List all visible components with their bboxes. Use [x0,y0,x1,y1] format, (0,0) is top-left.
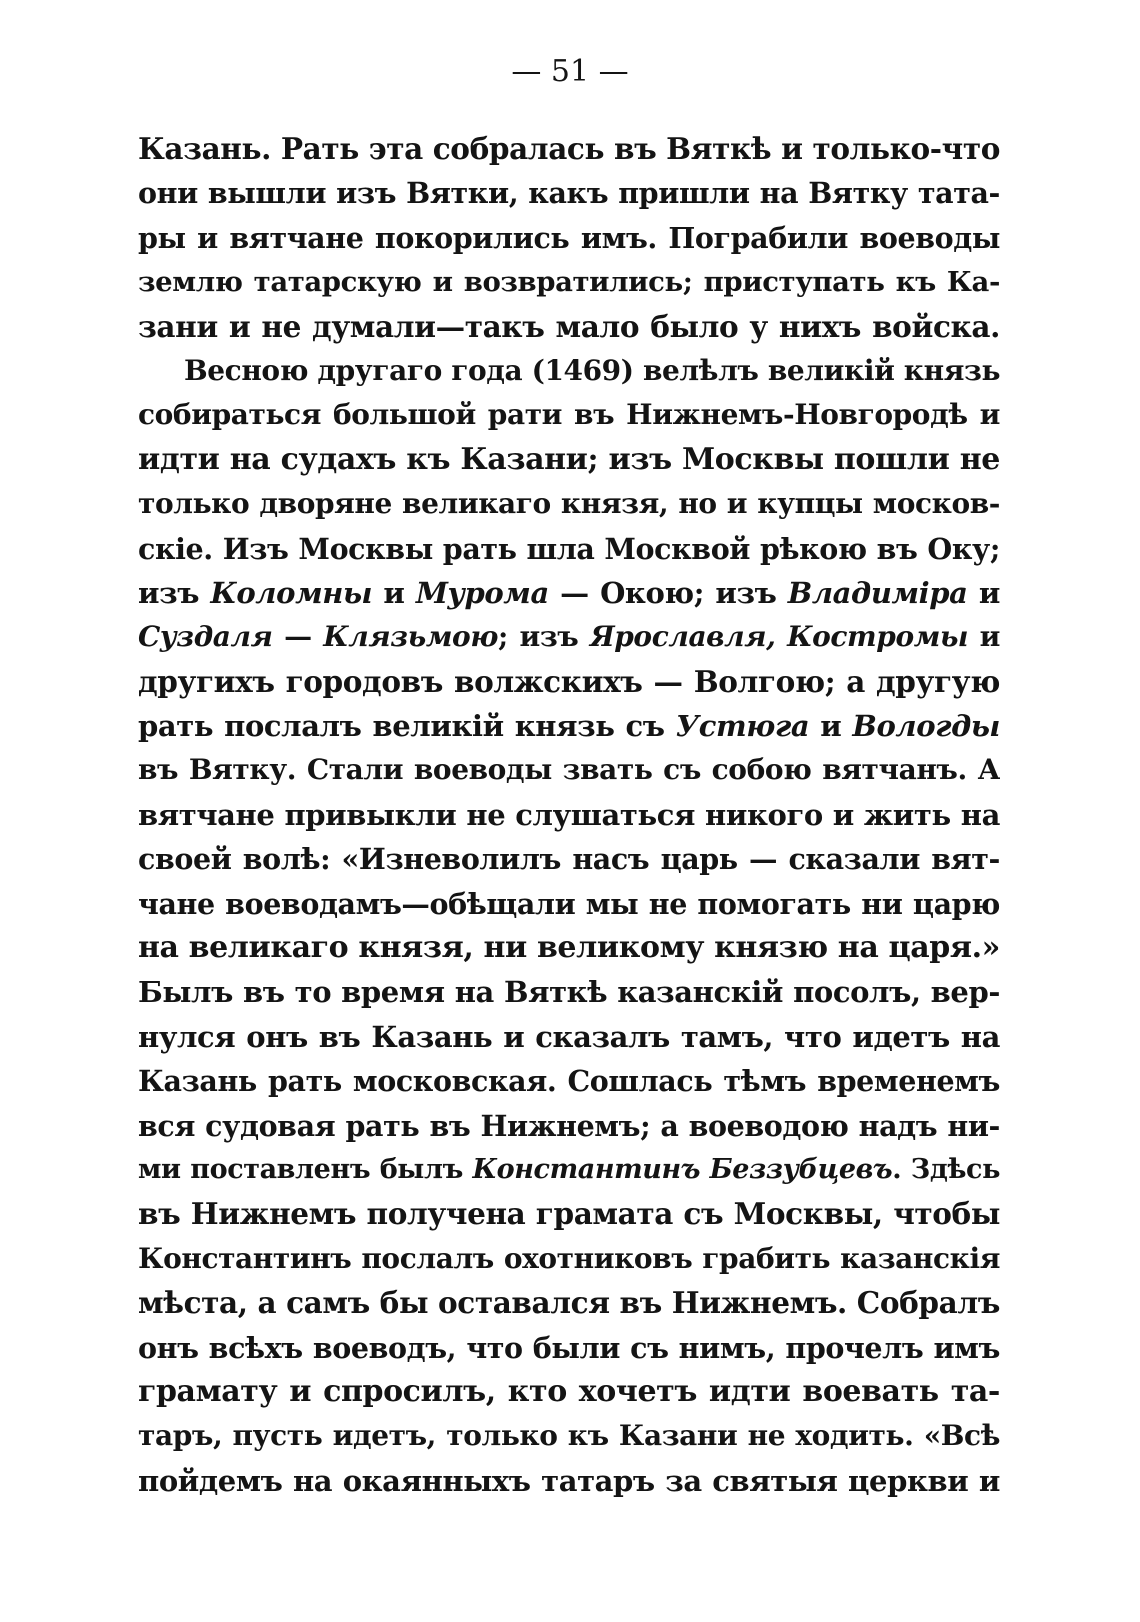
text-line: вятчане привыкли не слушаться никого и жить на [138,797,1000,832]
italic-place-name: Мурома [415,575,549,610]
italic-place-name: Суздаля [138,620,273,654]
text-line: чане воеводамъ—обѣщали мы не помогать ни царю [138,886,1000,921]
text-line: грамату и спросилъ, кто хочетъ идти воевать та- [138,1373,1000,1409]
text-fragment: и [372,575,416,610]
text-line: Константинъ послалъ охотниковъ грабить казанскія [138,1241,1000,1275]
text-line: другихъ городовъ волжскихъ — Волгою; а другую [138,663,1000,699]
italic-place-name: Клязьмою [323,620,498,654]
text-line: онъ всѣхъ воеводъ, что были съ нимъ, прочелъ имъ [138,1330,1000,1365]
text-line: землю татарскую и возвратились; приступать къ Ка- [138,266,1000,299]
text-line: они вышли изъ Вятки, какъ пришли на Вятку тата- [138,176,1000,211]
text-line: Казань рать московская. Сошлась тѣмъ временемъ [138,1064,1000,1099]
text-line: ры и вятчане покорились имъ. Пограбили воеводы [138,220,1000,255]
text-line: зани и не думали—такъ мало было у нихъ войска. [138,308,1000,344]
italic-place-name: Вологды [852,709,1000,744]
body-text [138,127,1000,1503]
italic-place-name: Владиміра [787,575,968,610]
text-line: таръ, пусть идетъ, только къ Казани не ходить. «Всѣ [138,1419,1000,1453]
text-line: нулся онъ въ Казань и сказалъ тамъ, что идетъ на [138,1019,1000,1054]
text-fragment: . Здѣсь [892,1153,1000,1185]
text-fragment: и [809,709,853,744]
text-line: пойдемъ на окаянныхъ татаръ за святыя церкви и [138,1463,1000,1498]
text-line: мѣста, а самъ бы оставался въ Нижнемъ. Собралъ [138,1285,1000,1321]
text-line: въ Вятку. Стали воеводы звать съ собою вятчанъ. А [138,753,1000,787]
text-line: на великаго князя, ни великому князю на царя.» [138,930,1000,966]
text-line: скіе. Изъ Москвы рать шла Москвой рѣкою въ Оку; [138,531,1000,566]
text-fragment: изъ [138,575,211,610]
text-fragment: рать послалъ великій князь съ [138,709,676,744]
text-fragment: ми поставленъ былъ [138,1153,473,1185]
text-line [138,571,1000,615]
text-line: идти на судахъ къ Казани; изъ Москвы пошли не [138,441,1000,477]
text-line [138,615,1000,659]
italic-person-name: Константинъ Беззубцевъ [472,1153,893,1185]
text-line: своей волѣ: «Изневолилъ насъ царь — сказали вят- [138,842,1000,877]
paragraph-start-line: Весною другаго года (1469) велѣлъ великій князь [184,353,1000,387]
italic-place-name: Устюга [675,709,810,744]
text-line [138,704,1000,748]
text-fragment: ; изъ [497,620,590,654]
text-line: только дворяне великаго князя, но и купцы москов- [138,487,1000,521]
text-line: Былъ въ то время на Вяткѣ казанскій посолъ, вер- [138,975,1000,1010]
text-fragment: и [967,575,1000,610]
text-fragment: — Окою; изъ [548,575,788,610]
text-line: собираться большой рати въ Нижнемъ-Новгородѣ и [138,398,1000,432]
text-fragment: — [272,620,324,654]
page-number: — 51 — [511,54,629,89]
italic-place-name: Коломны [210,575,373,610]
text-line: въ Нижнемъ получена грамата съ Москвы, чтобы [138,1196,1000,1232]
text-line: вся судовая рать въ Нижнемъ; а воеводою надъ ни- [138,1108,1000,1143]
text-line: Казань. Рать эта собралась въ Вяткѣ и только-что [138,131,1000,166]
text-fragment: и [968,620,1000,654]
italic-place-name: Ярославля, Костромы [589,620,969,654]
text-line [138,1148,1000,1192]
